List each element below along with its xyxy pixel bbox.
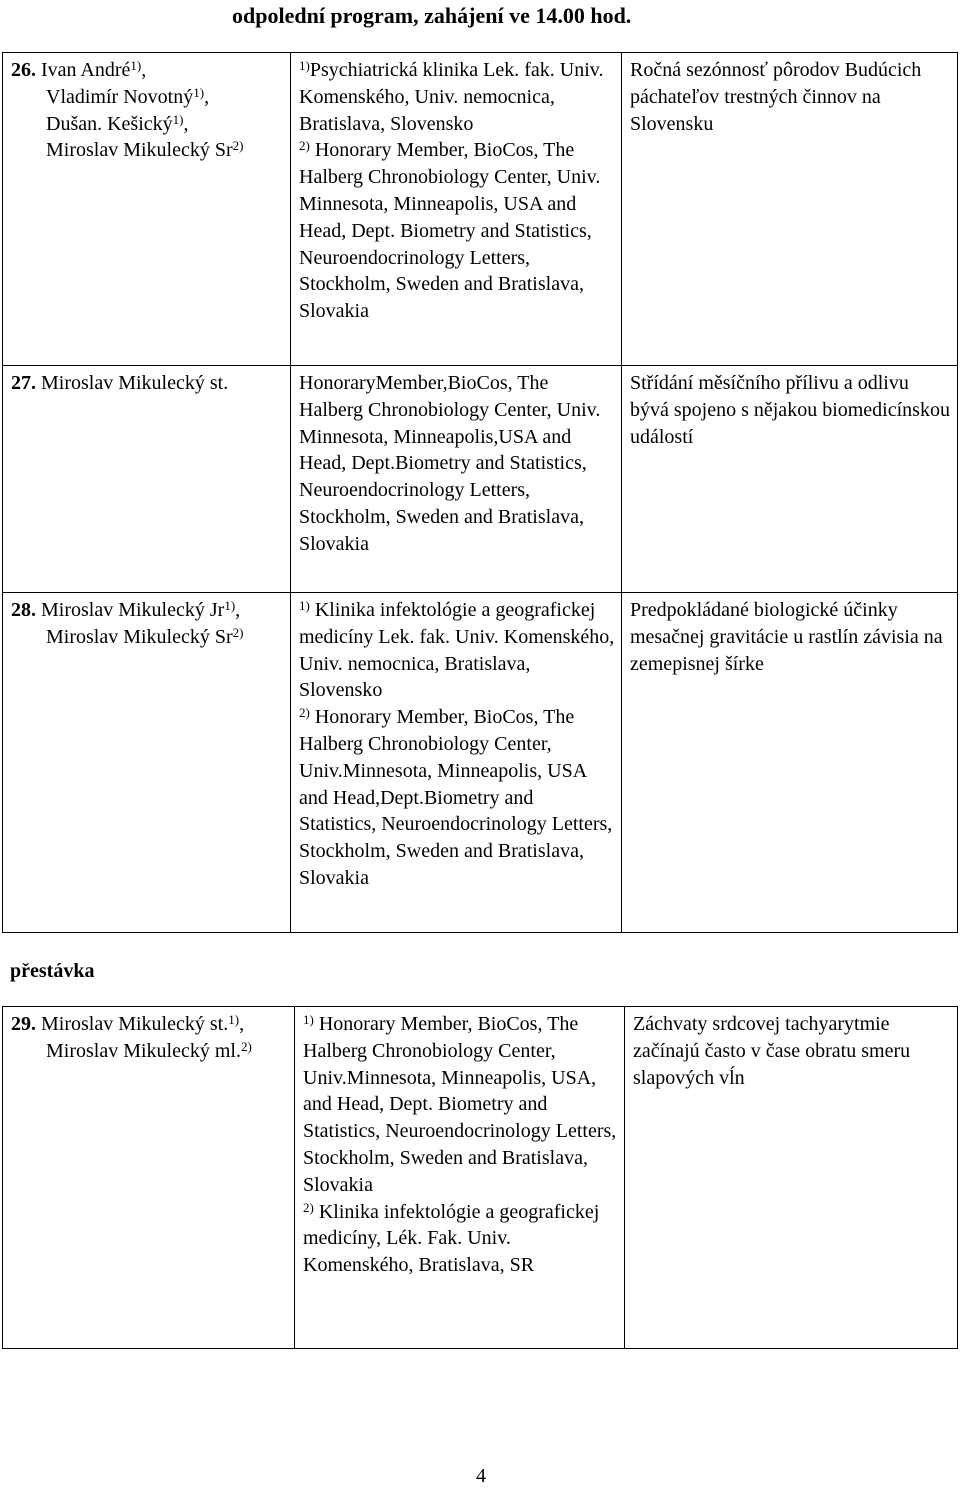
item-number: 27. bbox=[11, 372, 36, 394]
author: Miroslav Mikulecký ml.$^{2)}$ bbox=[46, 1038, 252, 1062]
break-label: přestávka bbox=[10, 960, 95, 982]
lecture-title-cell bbox=[622, 53, 958, 366]
author: Miroslav Mikulecký Sr$^{2)}$ bbox=[46, 138, 244, 162]
authors-cell bbox=[3, 593, 291, 933]
affiliation: $^{2)}$ Honorary Member, BioCos, The Halberg Chronobiology Center, Univ.Minnesota, Minneapolis, USA and Head,Dept.Biometry and Statistics, Neuroendocrinology Letters, Stockholm, Sweden and Bratislava, Slovakia bbox=[299, 705, 613, 889]
affiliation: $^{1)}$Psychiatrická klinika Lek. fak. Univ. Komenského, Univ. nemocnica, Bratislava, Slovensko bbox=[299, 58, 604, 135]
program-heading: odpolední program, zahájení ve 14.00 hod. bbox=[232, 3, 632, 28]
program-table-afternoon bbox=[2, 52, 958, 933]
lecture-title-cell bbox=[625, 1007, 958, 1349]
table-row bbox=[3, 1007, 958, 1349]
program-table-after-break bbox=[2, 1006, 958, 1349]
authors-cell bbox=[3, 366, 291, 593]
affiliation-cell bbox=[291, 53, 622, 366]
author: Ivan André$^{1)}$, bbox=[41, 58, 147, 81]
affiliation-cell bbox=[291, 366, 622, 593]
affiliation: $^{2)}$ Honorary Member, BioCos, The Halberg Chronobiology Center, Univ. Minnesota, Minneapolis, USA and Head, Dept. Biometry and Statistics, Neuroendocrinology Letters, Stockholm, Sweden and Bratislava, Slovakia bbox=[299, 138, 601, 323]
item-number: 28. bbox=[11, 599, 36, 621]
lecture-title: Predpokládané biologické účinky mesačnej gravitácie u rastlín závisia na zemepisnej šírke bbox=[630, 599, 943, 675]
affiliation-cell bbox=[295, 1007, 625, 1349]
page-number: 4 bbox=[476, 1465, 486, 1487]
lecture-title-cell bbox=[622, 593, 958, 933]
author: Miroslav Mikulecký Sr$^{2)}$ bbox=[46, 624, 244, 648]
table-row bbox=[3, 593, 958, 933]
affiliation: $^{1)}$ Honorary Member, BioCos, The Halberg Chronobiology Center, Univ.Minnesota, Minneapolis, USA, and Head, Dept. Biometry and Statistics, Neuroendocrinology Letters, Stockholm, Sweden and Bratislava, Slovakia bbox=[303, 1012, 617, 1196]
lecture-title: Ročná sezónnosť pôrodov Budúcich páchateľov trestných činnov na Slovensku bbox=[630, 59, 922, 135]
table-row bbox=[3, 53, 958, 366]
affiliation-cell bbox=[291, 593, 622, 933]
affiliation: $^{2)}$ Klinika infektológie a geografickej medicíny, Lék. Fak. Univ. Komenského, Bratislava, SR bbox=[303, 1199, 600, 1277]
affiliation: $^{1)}$ Klinika infektológie a geografickej medicíny Lek. fak. Univ. Komenského, Univ. nemocnica, Bratislava, Slovensko bbox=[299, 598, 615, 702]
lecture-title-cell bbox=[622, 366, 958, 593]
author: Dušan. Kešický$^{1)}$, bbox=[46, 111, 189, 135]
author: Miroslav Mikulecký st. bbox=[41, 372, 229, 394]
author: Vladimír Novotný$^{1)}$, bbox=[46, 84, 210, 108]
lecture-title: Záchvaty srdcovej tachyarytmie začínajú často v čase obratu smeru slapových vĺn bbox=[633, 1013, 911, 1089]
item-number: 29. bbox=[11, 1013, 36, 1035]
item-number: 26. bbox=[11, 59, 36, 81]
table-row bbox=[3, 366, 958, 593]
affiliation: HonoraryMember,BioCos, The Halberg Chronobiology Center, Univ. Minnesota, Minneapolis,USA and Head, Dept.Biometry and Statistics, Neuroendocrinology Letters, Stockholm, Sweden and Bratislava, Slovakia bbox=[299, 372, 601, 555]
authors-cell bbox=[3, 1007, 295, 1349]
author: Miroslav Mikulecký st.$^{1)}$, bbox=[41, 1012, 245, 1035]
author: Miroslav Mikulecký Jr$^{1)}$, bbox=[41, 598, 241, 621]
authors-cell bbox=[3, 53, 291, 366]
lecture-title: Střídání měsíčního přílivu a odlivu bývá spojeno s nějakou biomedicínskou událostí bbox=[630, 372, 950, 448]
